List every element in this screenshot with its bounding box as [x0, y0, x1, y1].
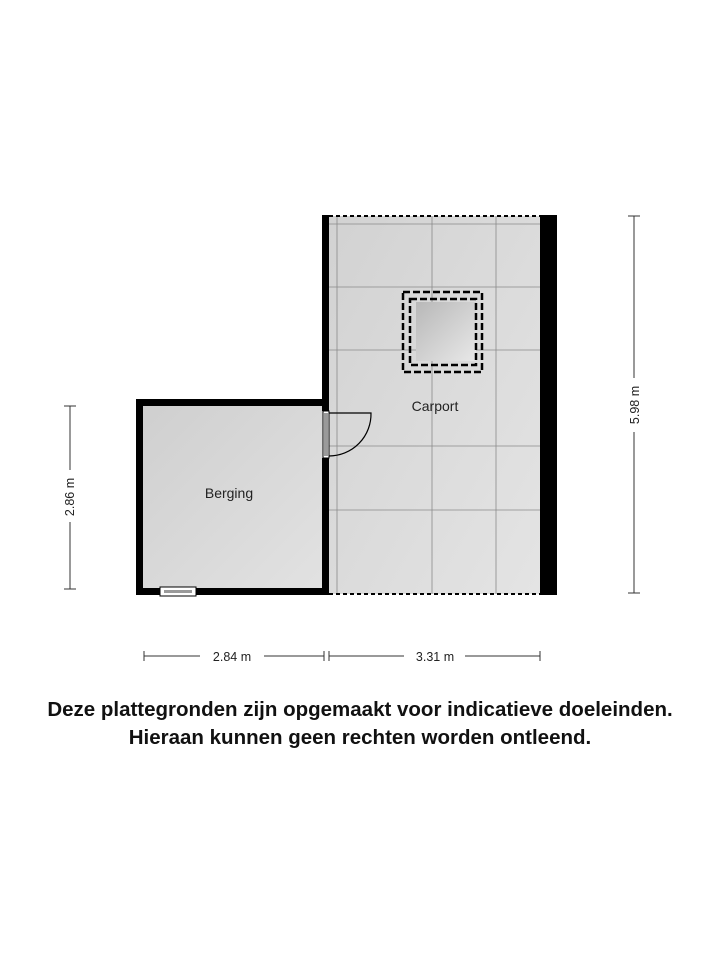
dimension-berging-width-label: 2.84 m	[212, 650, 252, 664]
carport-label: Carport	[411, 398, 459, 414]
berging-label: Berging	[204, 485, 254, 501]
disclaimer-line-2: Hieraan kunnen geen rechten worden ontleend.	[128, 726, 592, 749]
dimension-carport-height-label: 5.98 m	[628, 385, 642, 425]
disclaimer	[0, 696, 720, 752]
door-leaf	[324, 413, 328, 456]
berging-wall-left	[136, 399, 143, 595]
carport-left-wall-upper	[322, 215, 329, 411]
berging-wall-top	[136, 399, 329, 406]
skylight-glass	[416, 302, 476, 361]
dimension-widths	[144, 651, 540, 661]
carport-left-wall-lower	[322, 458, 329, 595]
berging-window-glass	[164, 590, 192, 593]
carport-right-wall	[540, 215, 557, 595]
disclaimer-line-1: Deze plattegronden zijn opgemaakt voor indicatieve doeleinden.	[47, 698, 673, 721]
dimension-berging-height-label: 2.86 m	[63, 477, 77, 517]
dimension-carport-width-label: 3.31 m	[415, 650, 455, 664]
